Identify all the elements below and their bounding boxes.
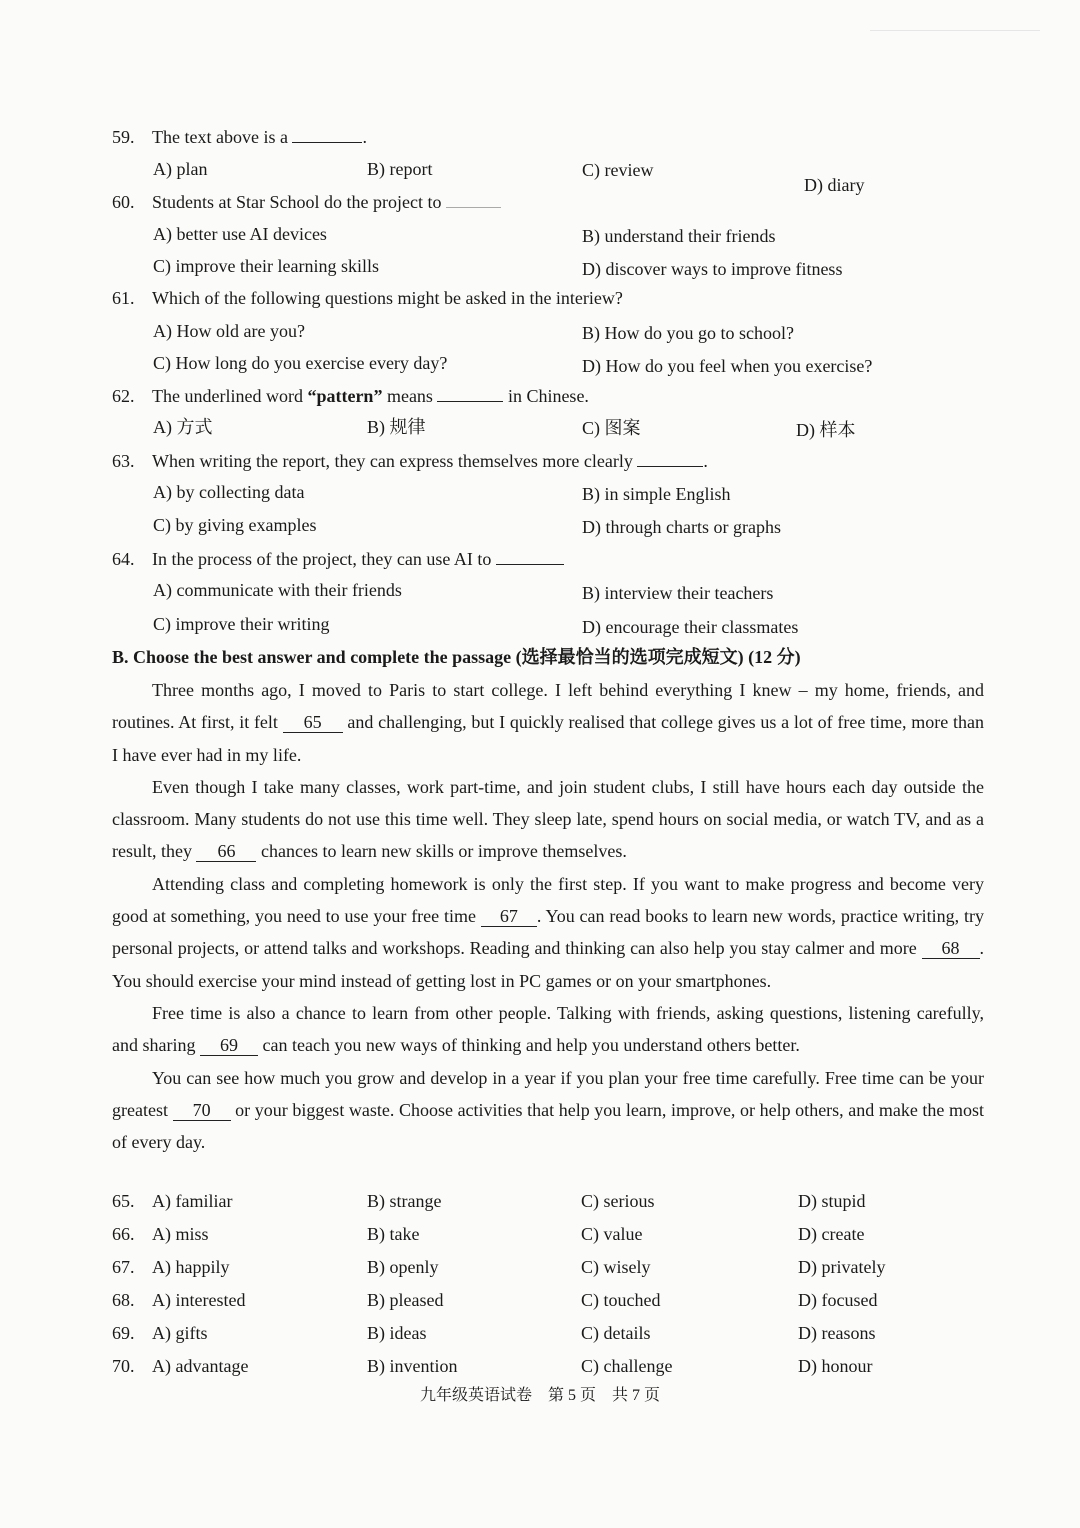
option-67c: C) wisely — [581, 1257, 651, 1277]
question-68: 68. — [112, 1290, 135, 1310]
option-64c: C) improve their writing — [153, 614, 330, 634]
option-68b: B) pleased — [367, 1290, 444, 1310]
option-67b: B) openly — [367, 1257, 439, 1277]
paragraph-2: Even though I take many classes, work part-time, and join student clubs, I still have hours each day outside the classroom. Many students do not use this time well. They sleep late, spend hours on social media, or watch TV, and as a result, they 66 chances to learn new skills or improve themselves. — [112, 776, 984, 862]
page-total: 共 7 页 — [612, 1387, 661, 1404]
answer-blank — [637, 448, 703, 467]
option-59d: D) diary — [804, 175, 865, 195]
option-69a: A) gifts — [152, 1323, 208, 1343]
paragraph-5: You can see how much you grow and develop in a year if you plan your free time carefully. Free time can be your greatest 70 or your biggest waste. Choose activities that help you learn, improve, or help others, and make the most of every day. — [112, 1067, 985, 1153]
scan-artifact — [870, 30, 1040, 39]
question-61: 61. Which of the following questions might be asked in the interiew? — [112, 288, 623, 308]
option-66d: D) create — [798, 1224, 865, 1244]
answer-blank — [446, 189, 501, 208]
paragraph-3: Attending class and completing homework is only the first step. If you want to make progress and become very good at something, you need to use your free time 67 . You can read books to learn new words, practice writing, try personal projects, or attend talks and workshops. Reading and thinking can also help you stay calmer and more 68 . You should exercise your mind instead of getting lost in PC games or on your smartphones. — [112, 873, 984, 991]
option-66b: B) take — [367, 1224, 420, 1244]
option-68a: A) interested — [152, 1290, 246, 1310]
option-59b: B) report — [367, 159, 433, 179]
exam-name: 九年级英语试卷 — [419, 1387, 532, 1404]
option-63d: D) through charts or graphs — [582, 517, 781, 537]
option-64d: D) encourage their classmates — [582, 617, 799, 637]
gap-67: 67 — [481, 906, 537, 927]
option-65d: D) stupid — [798, 1191, 866, 1211]
option-61a: A) How old are you? — [153, 321, 305, 341]
cloze-passage — [112, 674, 984, 1158]
section-b-title: B. Choose the best answer and complete the passage (选择最恰当的选项完成短文) (12 分) — [112, 647, 801, 667]
option-70d: D) honour — [798, 1356, 873, 1376]
option-65b: B) strange — [367, 1191, 442, 1211]
question-64: 64. In the process of the project, they can use AI to — [112, 546, 564, 571]
paragraph-4: Free time is also a chance to learn from other people. Talking with friends, asking questions, listening carefully, and sharing 69 can teach you new ways of thinking and help you understand others better. — [112, 1002, 984, 1056]
question-62: 62. The underlined word “pattern” means in Chinese. — [112, 383, 589, 408]
gap-69: 69 — [200, 1035, 258, 1056]
option-62a: A) 方式 — [153, 417, 213, 437]
option-65a: A) familiar — [152, 1191, 233, 1211]
question-59: 59. The text above is a . — [112, 124, 367, 149]
option-60b: B) understand their friends — [582, 226, 776, 246]
question-63: 63. When writing the report, they can express themselves more clearly . — [112, 448, 708, 473]
underlined-word: “pattern” — [307, 386, 383, 406]
option-68c: C) touched — [581, 1290, 661, 1310]
option-63b: B) in simple English — [582, 484, 731, 504]
answer-blank — [292, 124, 362, 143]
option-70a: A) advantage — [152, 1356, 249, 1376]
question-67: 67. — [112, 1257, 135, 1277]
answer-blank — [437, 383, 503, 402]
page-number: 第 5 页 — [547, 1387, 596, 1404]
answer-blank — [496, 546, 564, 565]
gap-65: 65 — [283, 712, 343, 733]
option-60d: D) discover ways to improve fitness — [582, 259, 843, 279]
option-66a: A) miss — [152, 1224, 209, 1244]
option-60c: C) improve their learning skills — [153, 256, 379, 276]
option-69d: D) reasons — [798, 1323, 876, 1343]
gap-70: 70 — [173, 1100, 231, 1121]
option-68d: D) focused — [798, 1290, 878, 1310]
question-65: 65. — [112, 1191, 135, 1211]
gap-66: 66 — [196, 841, 256, 862]
option-67a: A) happily — [152, 1257, 230, 1277]
option-67d: D) privately — [798, 1257, 886, 1277]
option-62c: C) 图案 — [582, 418, 641, 438]
gap-68: 68 — [922, 938, 980, 959]
option-70c: C) challenge — [581, 1356, 673, 1376]
option-62d: D) 样本 — [796, 420, 856, 440]
option-59a: A) plan — [153, 159, 208, 179]
option-69c: C) details — [581, 1323, 651, 1343]
option-66c: C) value — [581, 1224, 643, 1244]
paragraph-1: Three months ago, I moved to Paris to start college. I left behind everything I knew – my home, friends, and routines. At first, it felt 65 and challenging, but I quickly realised that college gives us a lot of free time, more than I have ever had in my life. — [112, 680, 984, 765]
question-69: 69. — [112, 1323, 135, 1343]
option-63a: A) by collecting data — [153, 482, 305, 502]
option-63c: C) by giving examples — [153, 515, 317, 535]
option-70b: B) invention — [367, 1356, 458, 1376]
option-64b: B) interview their teachers — [582, 583, 774, 603]
option-62b: B) 规律 — [367, 417, 426, 437]
option-69b: B) ideas — [367, 1323, 427, 1343]
question-70: 70. — [112, 1356, 135, 1376]
option-60a: A) better use AI devices — [153, 224, 327, 244]
option-64a: A) communicate with their friends — [153, 580, 402, 600]
question-66: 66. — [112, 1224, 135, 1244]
option-65c: C) serious — [581, 1191, 655, 1211]
page-footer — [0, 1385, 1080, 1407]
option-61c: C) How long do you exercise every day? — [153, 353, 448, 373]
option-59c: C) review — [582, 160, 654, 180]
option-61d: D) How do you feel when you exercise? — [582, 356, 873, 376]
option-61b: B) How do you go to school? — [582, 323, 794, 343]
question-60: 60. Students at Star School do the project to — [112, 189, 501, 214]
